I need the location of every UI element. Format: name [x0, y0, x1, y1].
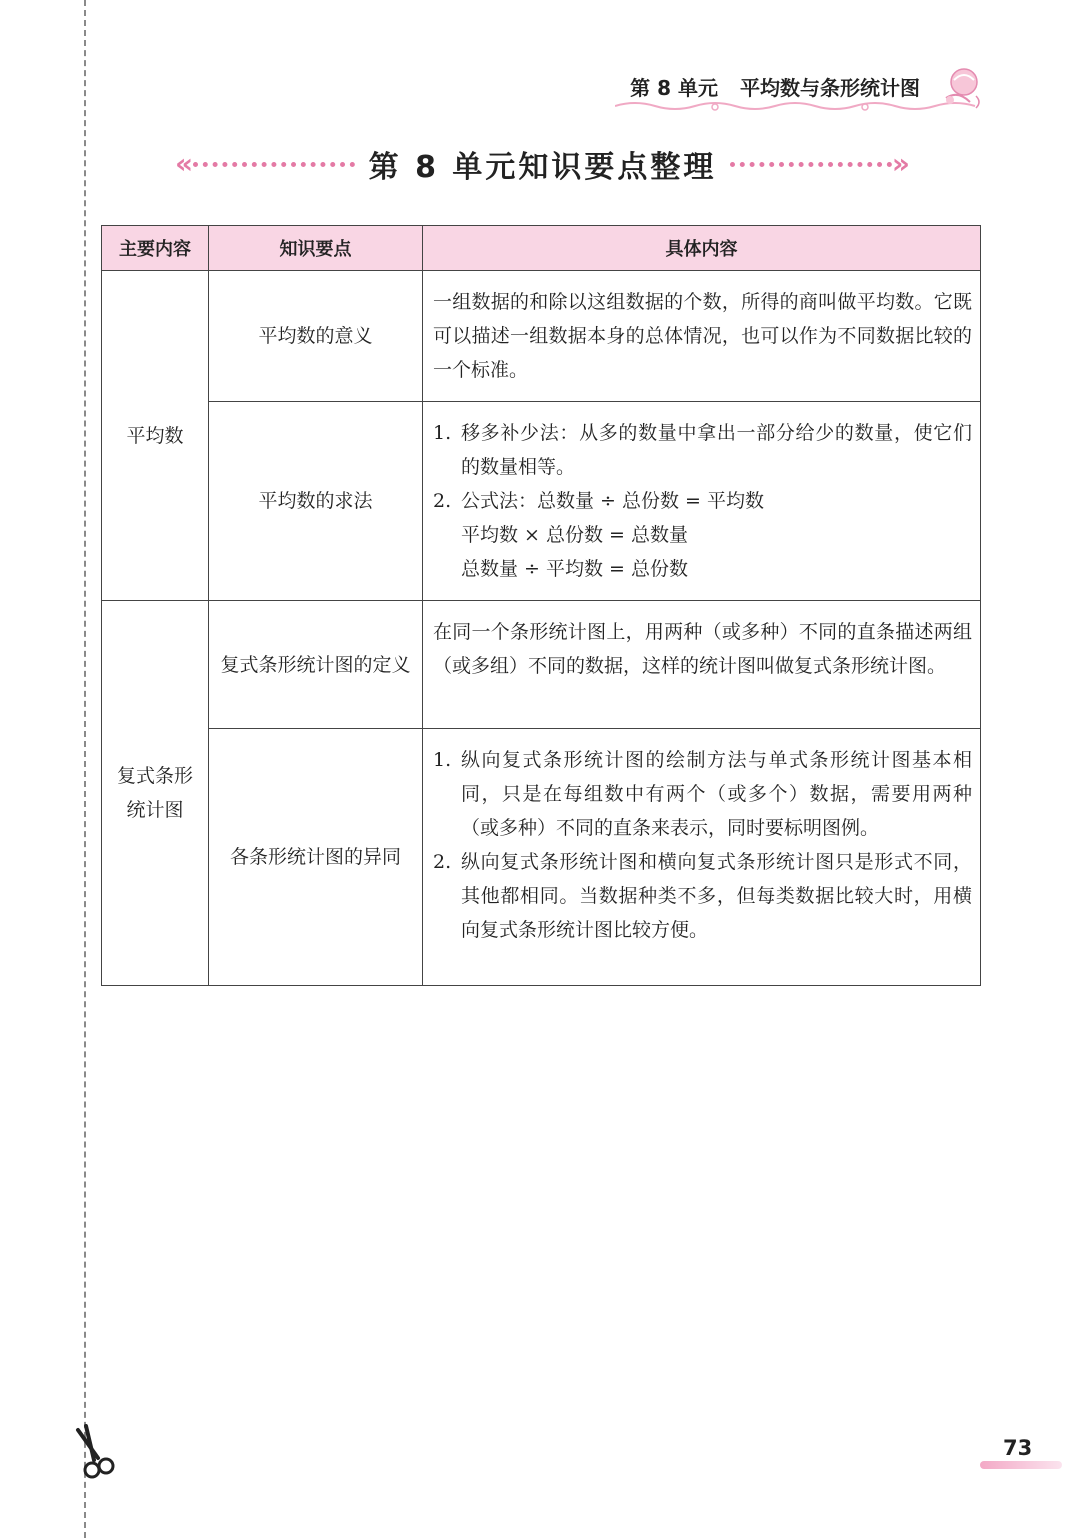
unit-topic: 平均数与条形统计图	[740, 76, 920, 100]
category-average: 平均数	[102, 271, 209, 601]
scissors-icon	[72, 1424, 118, 1484]
point-compound-bar-definition: 复式条形统计图的定义	[209, 601, 423, 729]
chevron-left-icon: «	[175, 147, 194, 180]
header-main-content: 主要内容	[102, 226, 209, 271]
table-row	[102, 601, 981, 729]
page-number: 73	[1003, 1436, 1033, 1460]
category-compound-bar-chart: 复式条形统计图	[102, 601, 209, 986]
point-finding-average: 平均数的求法	[209, 402, 423, 601]
formula-line: 总数量 ÷ 平均数 = 总份数	[461, 558, 688, 580]
table-row	[102, 729, 981, 986]
unit-label: 第 8 单元	[630, 76, 718, 100]
point-bar-chart-comparison: 各条形统计图的异同	[209, 729, 423, 986]
header-knowledge-point: 知识要点	[209, 226, 423, 271]
list-item: 2. 纵向复式条形统计图和横向复式条形统计图只是形式不同，其他都相同。当数据种类不多，但每类数据比较大时，用横向复式条形统计图比较方便。	[433, 851, 972, 941]
list-item: 1. 纵向复式条形统计图的绘制方法与单式条形统计图基本相同，只是在每组数中有两个（或多个）数据，需要用两种（或多种）不同的直条来表示，同时要标明图例。	[433, 749, 972, 839]
content-bar-chart-comparison	[423, 729, 981, 986]
header-wave-line	[615, 100, 980, 114]
content-finding-average	[423, 402, 981, 601]
header-specific-content: 具体内容	[423, 226, 981, 271]
table-header-row	[102, 226, 981, 271]
title-dots-right	[730, 154, 892, 174]
cut-line	[84, 0, 86, 1538]
cartoon-decoration-icon	[936, 62, 986, 112]
table-row	[102, 402, 981, 601]
list-item: 2. 公式法：总数量 ÷ 总份数 = 平均数	[433, 490, 764, 512]
list-item: 1. 移多补少法：从多的数量中拿出一部分给少的数量，使它们的数量相等。	[433, 422, 972, 478]
content-meaning-of-average: 一组数据的和除以这组数据的个数，所得的商叫做平均数。它既可以描述一组数据本身的总体情况，也可以作为不同数据比较的一个标准。	[423, 271, 981, 402]
title-banner	[175, 140, 910, 188]
unit-header	[630, 72, 920, 101]
formula-line: 平均数 × 总份数 = 总数量	[461, 524, 688, 546]
page-number-bar	[980, 1461, 1062, 1469]
table-row	[102, 271, 981, 402]
title-dots-left	[193, 154, 355, 174]
content-compound-bar-definition: 在同一个条形统计图上，用两种（或多种）不同的直条描述两组（或多组）不同的数据，这样的统计图叫做复式条形统计图。	[423, 601, 981, 729]
page-title: 第 8 单元知识要点整理	[368, 150, 717, 185]
knowledge-table	[101, 225, 981, 986]
chevron-right-icon: »	[891, 147, 911, 180]
point-meaning-of-average: 平均数的意义	[209, 271, 423, 402]
